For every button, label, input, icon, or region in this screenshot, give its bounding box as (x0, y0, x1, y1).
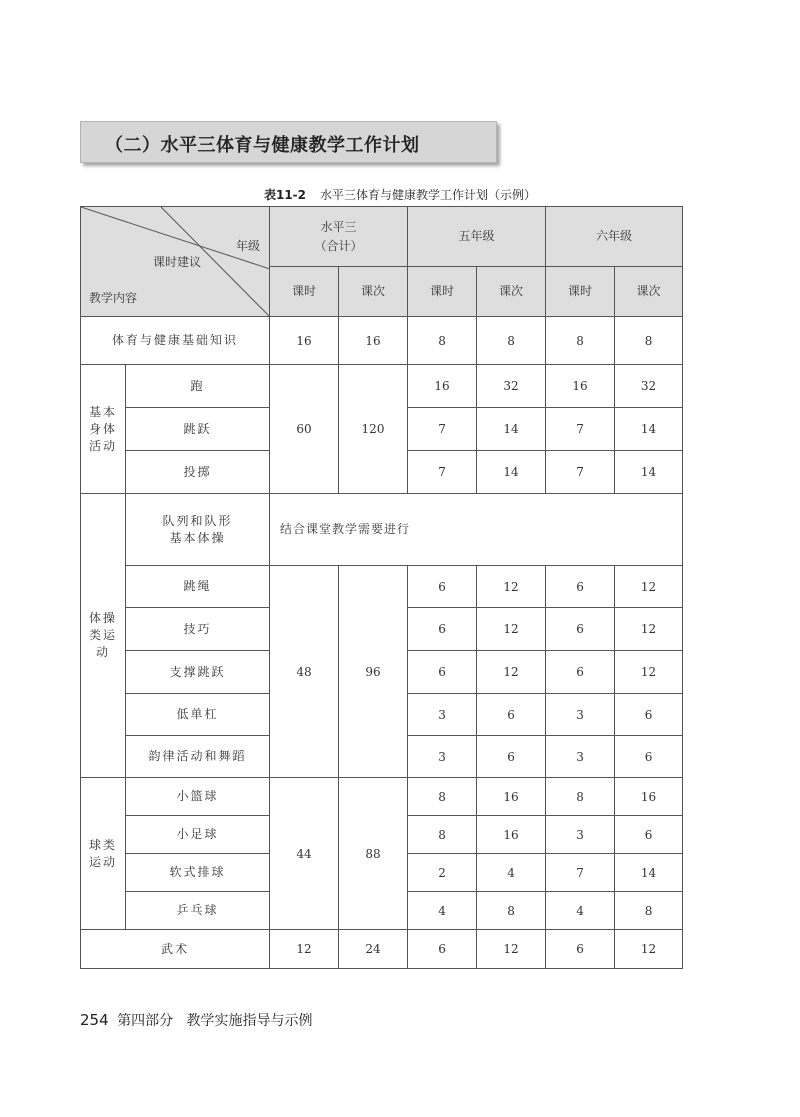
item-label: 跳绳 (126, 566, 270, 608)
group-total-hours: 44 (270, 778, 339, 930)
value-cell: 4 (546, 892, 615, 930)
formation-line2: 基本体操 (169, 530, 226, 545)
formation-line1: 队列和队形 (162, 513, 233, 528)
header-hours: 课时 (546, 267, 615, 317)
value-cell: 3 (546, 736, 615, 778)
value-cell: 6 (615, 694, 683, 736)
value-cell: 6 (477, 736, 546, 778)
value-cell: 14 (615, 451, 683, 494)
table-row (81, 494, 683, 566)
value-cell: 6 (615, 816, 683, 854)
row-label: 武术 (81, 930, 270, 969)
footer-part-title: 教学实施指导与示例 (186, 1013, 313, 1029)
value-cell: 4 (408, 892, 477, 930)
diagonal-header-cell (81, 207, 270, 317)
item-label: 小篮球 (126, 778, 270, 816)
value-cell: 7 (546, 854, 615, 892)
header-hours: 课时 (270, 267, 339, 317)
header-hours: 课时 (408, 267, 477, 317)
value-cell: 16 (339, 317, 408, 365)
value-cell: 3 (546, 816, 615, 854)
value-cell: 12 (615, 608, 683, 651)
value-cell: 3 (408, 694, 477, 736)
value-cell: 12 (615, 651, 683, 694)
page-footer (80, 1010, 312, 1030)
value-cell: 12 (477, 651, 546, 694)
value-cell: 6 (477, 694, 546, 736)
group-total-sessions: 88 (339, 778, 408, 930)
item-label: 低单杠 (126, 694, 270, 736)
value-cell: 16 (615, 778, 683, 816)
item-label: 跳跃 (126, 408, 270, 451)
value-cell: 16 (408, 365, 477, 408)
page-number: 254 (80, 1011, 109, 1029)
item-label: 乒乓球 (126, 892, 270, 930)
diag-label-hours: 课时建议 (153, 255, 202, 269)
item-label: 软式排球 (126, 854, 270, 892)
value-cell: 12 (477, 566, 546, 608)
item-label: 跑 (126, 365, 270, 408)
value-cell: 12 (477, 930, 546, 969)
value-cell: 12 (615, 930, 683, 969)
value-cell: 3 (408, 736, 477, 778)
header-sessions: 课次 (339, 267, 408, 317)
table-row (81, 930, 683, 969)
group-label-text: 基本身体活动 (89, 404, 118, 453)
level-three-header (270, 207, 408, 267)
group-label-text: 球类运动 (89, 837, 118, 869)
item-label: 技巧 (126, 608, 270, 651)
group-label-body-activity (81, 365, 126, 494)
item-label: 投掷 (126, 451, 270, 494)
value-cell: 8 (546, 778, 615, 816)
value-cell: 3 (546, 694, 615, 736)
section-title: （二）水平三体育与健康教学工作计划 (105, 135, 420, 156)
table-title: 水平三体育与健康教学工作计划（示例） (320, 188, 537, 202)
header-row-1 (81, 207, 683, 267)
group-label-ball-games (81, 778, 126, 930)
table-row (81, 317, 683, 365)
item-label: 小足球 (126, 816, 270, 854)
value-cell: 7 (408, 408, 477, 451)
value-cell: 6 (408, 566, 477, 608)
value-cell: 8 (546, 317, 615, 365)
value-cell: 4 (477, 854, 546, 892)
value-cell: 12 (477, 608, 546, 651)
group-label-gymnastics (81, 494, 126, 778)
value-cell: 6 (546, 566, 615, 608)
header-sessions: 课次 (477, 267, 546, 317)
value-cell: 8 (408, 317, 477, 365)
formation-note: 结合课堂教学需要进行 (270, 494, 683, 566)
value-cell: 16 (477, 816, 546, 854)
table-row (81, 566, 683, 608)
row-label: 体育与健康基础知识 (81, 317, 270, 365)
item-label: 支撑跳跃 (126, 651, 270, 694)
table-number: 表11-2 (263, 188, 306, 202)
level-total-label: （合计） (314, 238, 363, 253)
teaching-plan-table (80, 206, 683, 969)
value-cell: 16 (477, 778, 546, 816)
value-cell: 6 (408, 651, 477, 694)
table-caption (0, 186, 800, 203)
value-cell: 12 (270, 930, 339, 969)
value-cell: 8 (615, 892, 683, 930)
group-total-sessions: 96 (339, 566, 408, 778)
value-cell: 14 (477, 408, 546, 451)
value-cell: 7 (408, 451, 477, 494)
section-banner (80, 121, 497, 163)
diag-label-content: 教学内容 (89, 291, 138, 305)
value-cell: 14 (615, 854, 683, 892)
group-total-hours: 48 (270, 566, 339, 778)
value-cell: 8 (477, 317, 546, 365)
value-cell: 16 (546, 365, 615, 408)
value-cell: 8 (615, 317, 683, 365)
value-cell: 8 (408, 816, 477, 854)
header-sessions: 课次 (615, 267, 683, 317)
item-label-formation (126, 494, 270, 566)
level-three-label: 水平三 (320, 219, 357, 234)
diag-label-grade: 年级 (236, 239, 261, 253)
value-cell: 14 (477, 451, 546, 494)
group-label-text: 体操类运动 (89, 611, 118, 659)
grade5-header: 五年级 (408, 207, 546, 267)
table-row (81, 365, 683, 408)
table-row (81, 778, 683, 816)
value-cell: 7 (546, 451, 615, 494)
group-total-sessions: 120 (339, 365, 408, 494)
value-cell: 16 (270, 317, 339, 365)
value-cell: 6 (546, 608, 615, 651)
value-cell: 32 (615, 365, 683, 408)
grade6-header: 六年级 (546, 207, 683, 267)
value-cell: 2 (408, 854, 477, 892)
group-total-hours: 60 (270, 365, 339, 494)
value-cell: 8 (477, 892, 546, 930)
value-cell: 12 (615, 566, 683, 608)
value-cell: 32 (477, 365, 546, 408)
value-cell: 7 (546, 408, 615, 451)
value-cell: 6 (408, 930, 477, 969)
footer-part: 第四部分 (117, 1013, 174, 1029)
value-cell: 6 (615, 736, 683, 778)
item-label: 韵律活动和舞蹈 (126, 736, 270, 778)
value-cell: 6 (546, 651, 615, 694)
value-cell: 8 (408, 778, 477, 816)
value-cell: 24 (339, 930, 408, 969)
value-cell: 6 (546, 930, 615, 969)
value-cell: 14 (615, 408, 683, 451)
value-cell: 6 (408, 608, 477, 651)
